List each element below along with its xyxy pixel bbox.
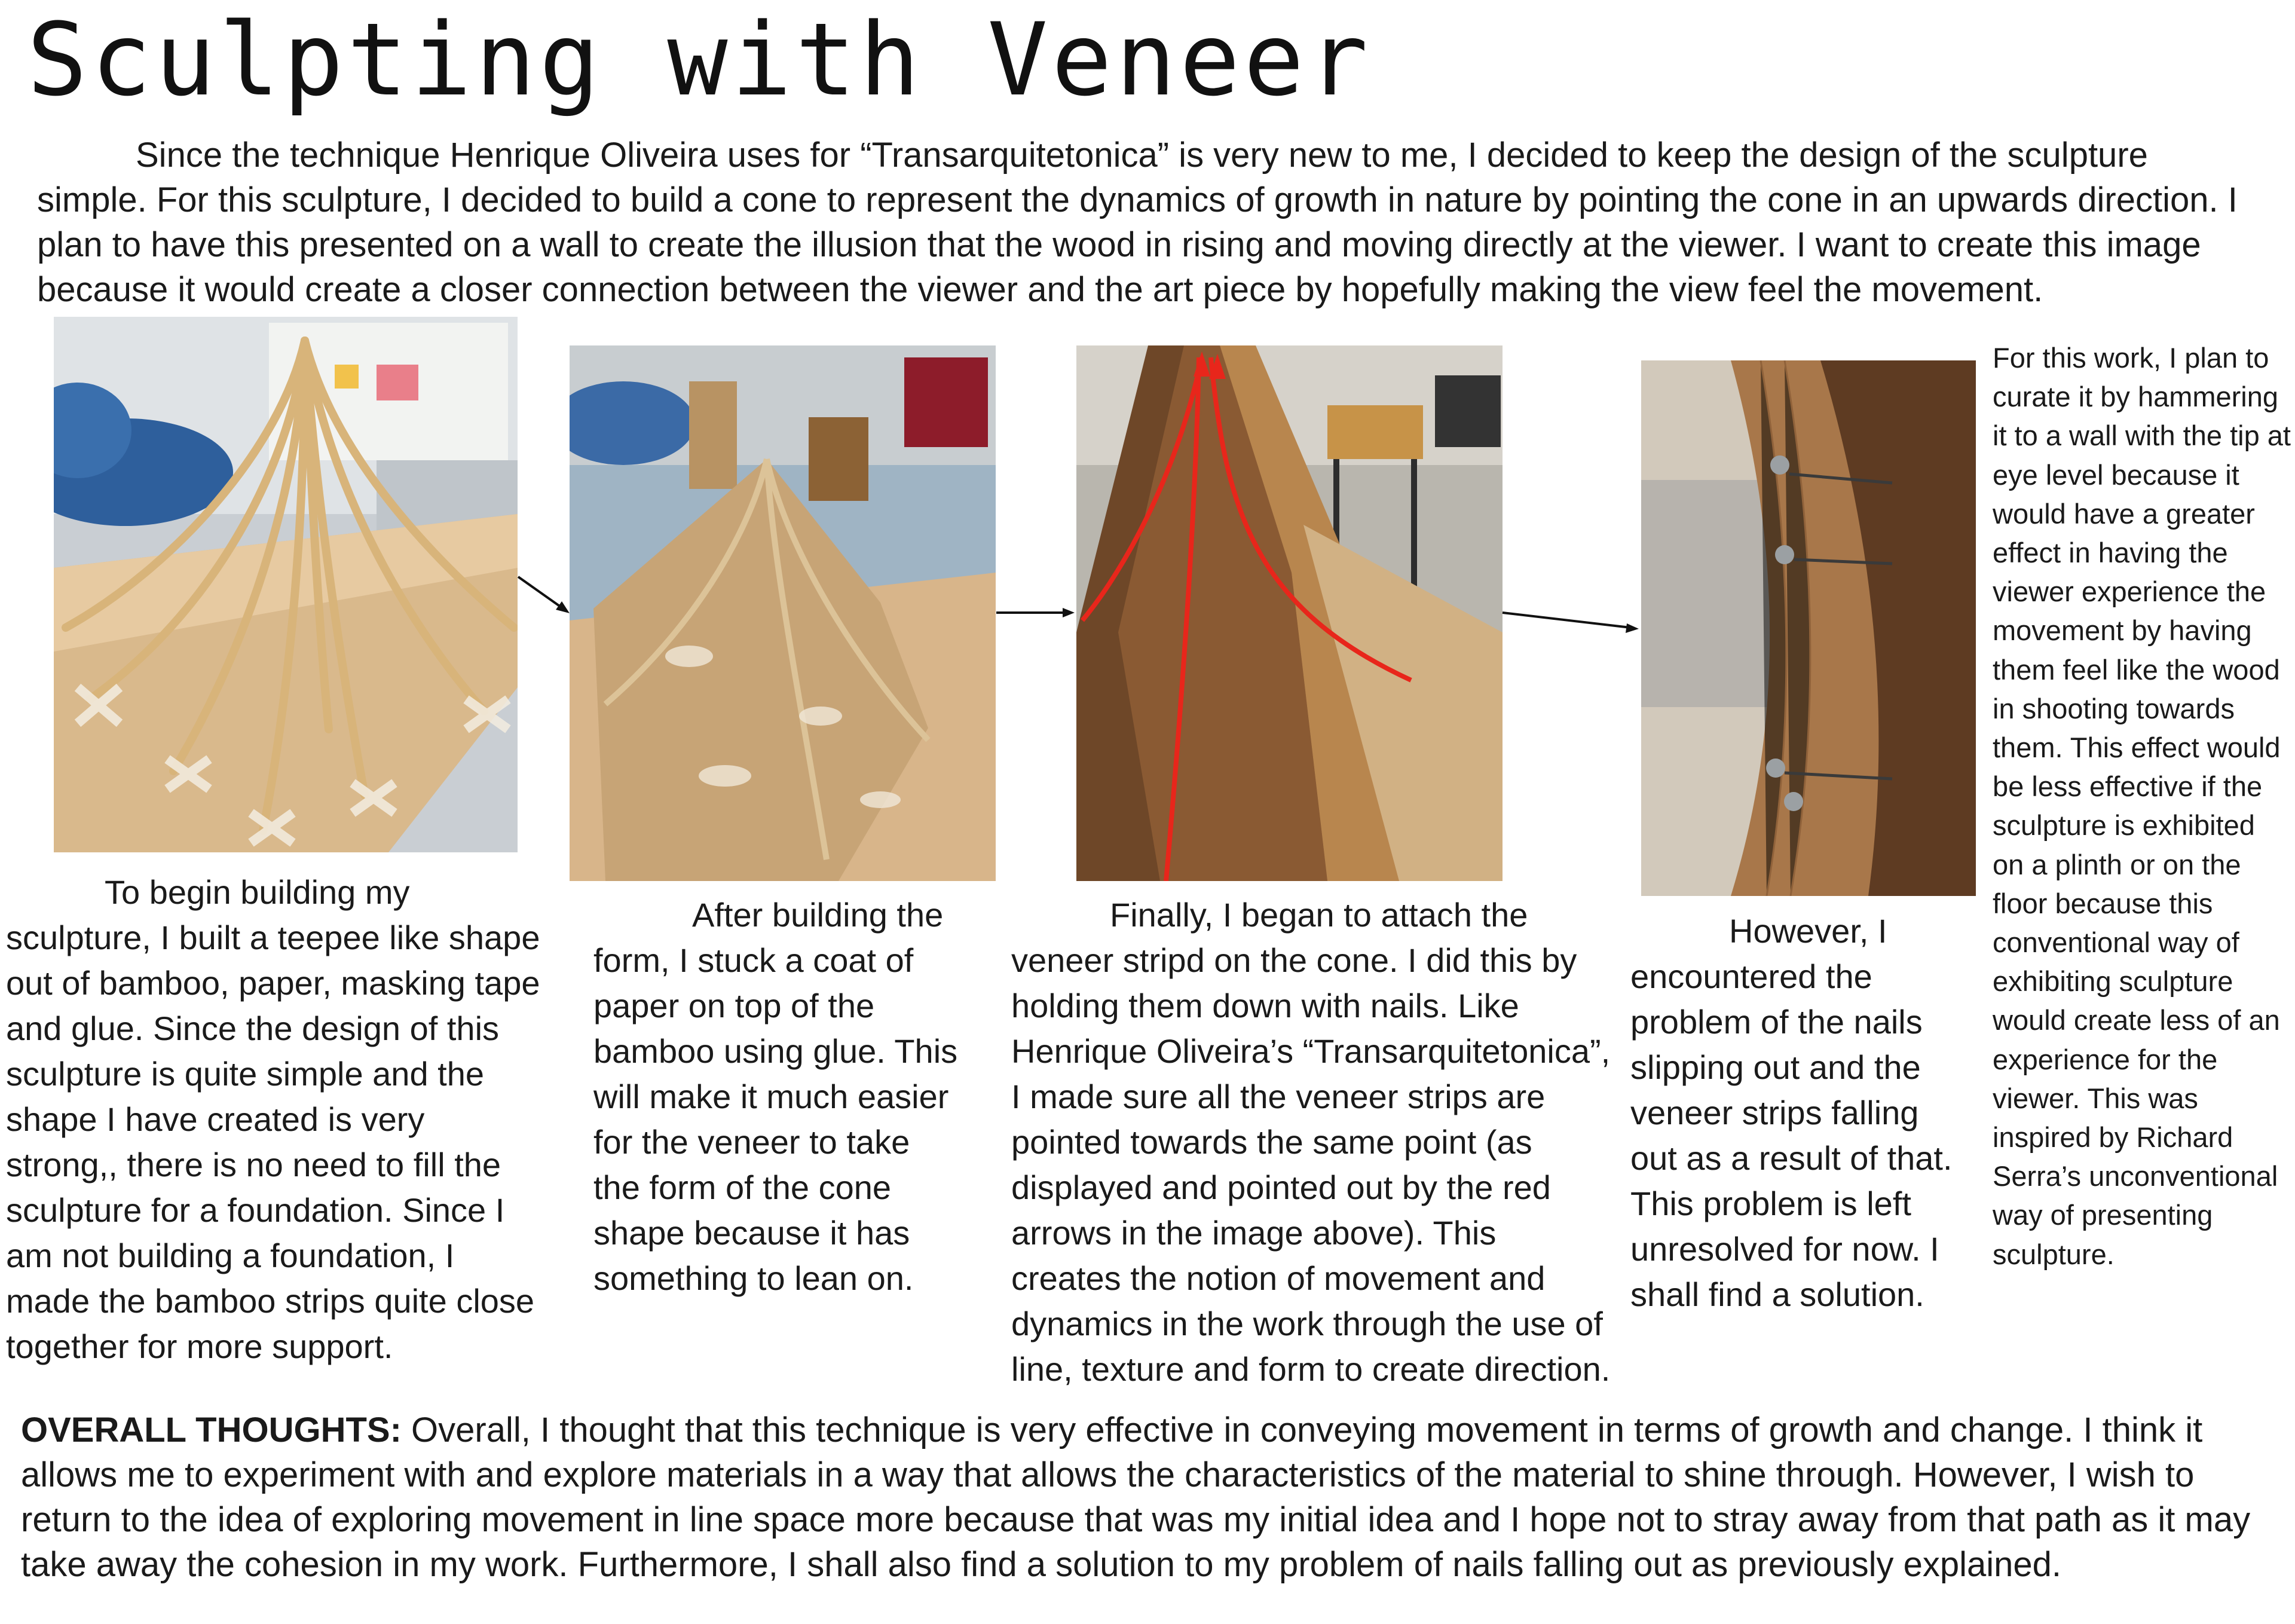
page-title: Sculpting with Veneer <box>27 1 1372 118</box>
caption-step-4: However, I encountered the problem of the nails slipping out and the veneer strips falling out as a result of that. This problem is left unresolved for now. I shall find a solution. <box>1630 912 1953 1313</box>
caption-step-2: After building the form, I stuck a coat of paper on top of the bamboo using glue. This will make it much easier for the veneer to take the form of the cone shape because it has something to lean on. <box>593 896 958 1297</box>
caption-step-3: Finally, I began to attach the veneer stripd on the cone. I did this by holding them down with nails. Like Henrique Oliveira’s “Transarquitetonica”, I made sure all the veneer strips are pointed towards the same point (as displayed and pointed out by the red arrows in the image above). This creates the notion of movement and dynamics in the work through the use of line, texture and form to create direction. <box>1011 896 1611 1388</box>
photo-veneer-strips <box>1076 345 1503 881</box>
overall-thoughts-text: Overall, I thought that this technique is very effective in conveying movement in terms of growth and change. I think it allows me to experiment with and explore materials in a way that allows the characteristics of the material to shine through. However, I wish to return to the idea of exploring movement in line space more because that was my initial idea and I hope not to stray away from that path as it may take away the cohesion in my work. Furthermore, I shall also find a solution to my problem of nails falling out as previously explained. <box>21 1411 2251 1584</box>
overall-thoughts-label: OVERALL THOUGHTS: <box>21 1411 402 1449</box>
overall-thoughts <box>21 1408 2274 1587</box>
photo-paper-coated-form <box>570 345 996 881</box>
intro-paragraph: Since the technique Henrique Oliveira uses for “Transarquitetonica” is very new to me, I decided to keep the design of the sculpture simple. For this sculpture, I decided to build a cone to represent the dynamics of growth in nature by pointing the cone in an upwards direction. I plan to have this presented on a wall to create the illusion that the wood in rising and moving directly at the viewer. I want to create this image because it would create a closer connection between the viewer and the art piece by hopefully making the view feel the movement. <box>37 136 2238 309</box>
photo-nails-closeup <box>1641 360 1976 896</box>
photo-bamboo-teepee <box>54 317 518 852</box>
caption-step-1: To begin building my sculpture, I built a teepee like shape out of bamboo, paper, masking tape and glue. Since the design of this sculpture is quite simple and the shape I have created is very strong,, there is no need to fill the sculpture for a foundation. Since I am not building a foundation, I made the bamboo strips quite close together for more support. <box>6 873 540 1365</box>
curation-note: For this work, I plan to curate it by hammering it to a wall with the tip at eye level because it would have a greater effect in having the viewer experience the movement by having them feel like the wood in shooting towards them. This effect would be less effective if the sculpture is exhibited on a plinth or on the floor because this conventional way of exhibiting sculpture would create less of an experience for the viewer. This was inspired by Richard Serra’s unconventional way of presenting sculpture. <box>1993 342 2291 1270</box>
